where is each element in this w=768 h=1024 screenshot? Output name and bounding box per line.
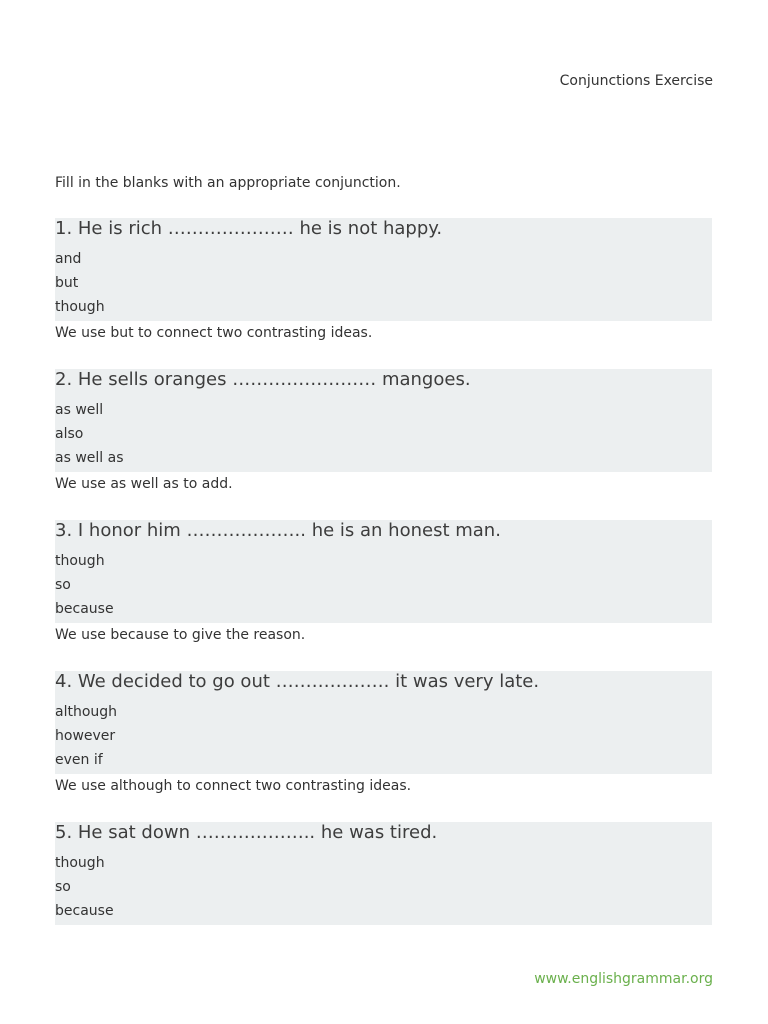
question-box bbox=[55, 520, 712, 623]
page-title: Conjunctions Exercise bbox=[559, 73, 713, 89]
question-4 bbox=[55, 671, 712, 797]
question-text: 4. We decided to go out ………………. it was very late. bbox=[55, 671, 540, 692]
footer-site-link[interactable]: www.englishgrammar.org bbox=[534, 971, 713, 987]
question-text: 1. He is rich ………………… he is not happy. bbox=[55, 218, 443, 239]
question-box bbox=[55, 671, 712, 774]
question-text: 5. He sat down ……………….. he was tired. bbox=[55, 822, 438, 843]
option-item[interactable]: though bbox=[55, 299, 105, 315]
explanation-text: We use because to give the reason. bbox=[55, 627, 306, 643]
instruction-text: Fill in the blanks with an appropriate conjunction. bbox=[55, 175, 401, 191]
question-3 bbox=[55, 520, 712, 646]
option-item[interactable]: but bbox=[55, 275, 79, 291]
explanation-text: We use but to connect two contrasting ideas. bbox=[55, 325, 373, 341]
explanation-text: We use although to connect two contrasting ideas. bbox=[55, 778, 412, 794]
question-box bbox=[55, 369, 712, 472]
question-1 bbox=[55, 218, 712, 344]
option-item[interactable]: because bbox=[55, 601, 114, 617]
question-5 bbox=[55, 822, 712, 925]
option-item[interactable]: although bbox=[55, 704, 118, 720]
question-text: 2. He sells oranges …………………… mangoes. bbox=[55, 369, 471, 390]
option-item[interactable]: so bbox=[55, 577, 71, 593]
option-item[interactable]: though bbox=[55, 855, 105, 871]
option-item[interactable]: though bbox=[55, 553, 105, 569]
option-item[interactable]: and bbox=[55, 251, 82, 267]
option-item[interactable]: however bbox=[55, 728, 116, 744]
option-item[interactable]: as well bbox=[55, 402, 104, 418]
explanation-text: We use as well as to add. bbox=[55, 476, 233, 492]
option-item[interactable]: even if bbox=[55, 752, 103, 768]
question-box bbox=[55, 218, 712, 321]
option-item[interactable]: so bbox=[55, 879, 71, 895]
question-text: 3. I honor him ……………….. he is an honest man. bbox=[55, 520, 501, 541]
option-item[interactable]: because bbox=[55, 903, 114, 919]
option-item[interactable]: as well as bbox=[55, 450, 124, 466]
question-2 bbox=[55, 369, 712, 495]
question-box bbox=[55, 822, 712, 925]
option-item[interactable]: also bbox=[55, 426, 84, 442]
exercise-content bbox=[55, 174, 712, 925]
